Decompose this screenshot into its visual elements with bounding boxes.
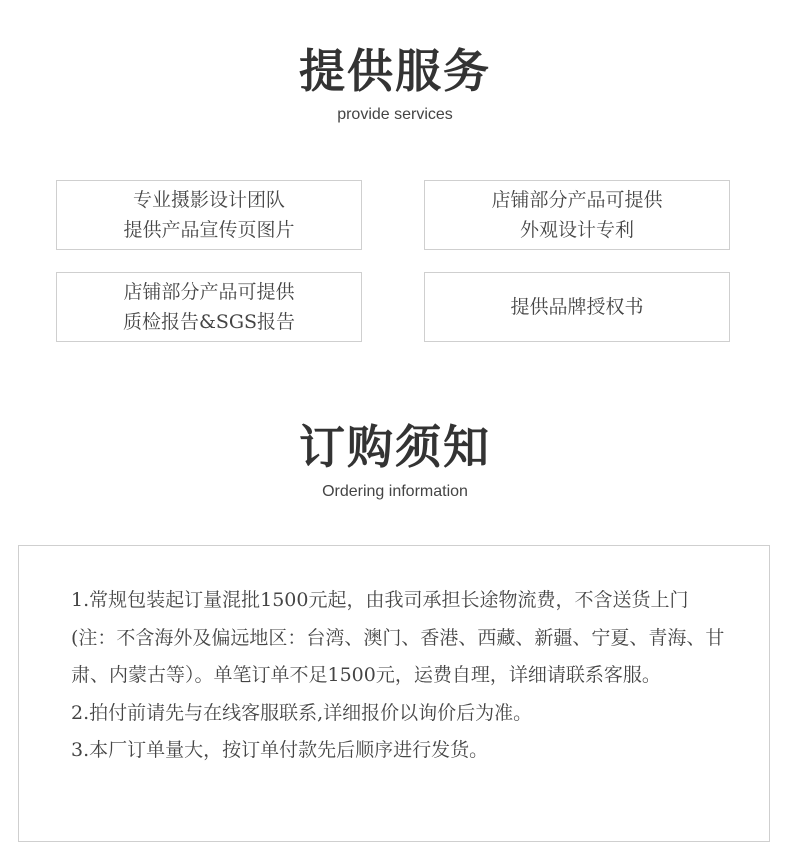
service-box-line: 提供产品宣传页图片 [123,219,295,241]
service-box-line: 质检报告&SGS报告 [122,311,296,333]
ordering-notice-item: 1.常规包装起订量混批1500元起，由我司承担长途物流费，不含送货上门(注：不含海外及偏远地区：台湾、澳门、香港、西藏、新疆、宁夏、青海、甘肃、内蒙古等）。单笔订单不足1500元，运费自理，详细请联系客服。 [71,589,725,686]
services-title: 提供服务 [299,44,491,98]
ordering-notice-item: 3.本厂订单量大，按订单付款先后顺序进行发货。 [71,739,489,761]
service-box-line: 店铺部分产品可提供 [491,189,663,211]
ordering-notice-item: 2.拍付前请先与在线客服联系,详细报价以询价后为准。 [71,701,533,724]
ordering-title: 订购须知 [299,420,491,474]
service-box-line: 店铺部分产品可提供 [123,281,295,303]
service-box-line: 专业摄影设计团队 [132,189,285,211]
service-box-photography [56,180,362,250]
service-box-design-patent [424,180,730,250]
service-box-inspection-report [56,272,362,342]
service-box-line: 提供品牌授权书 [510,296,644,318]
ordering-notice-box [18,545,770,842]
ordering-subtitle: Ordering information [322,483,468,500]
service-box-brand-authorization [424,272,730,342]
service-box-line: 外观设计专利 [519,219,634,241]
services-subtitle: provide services [337,106,453,123]
